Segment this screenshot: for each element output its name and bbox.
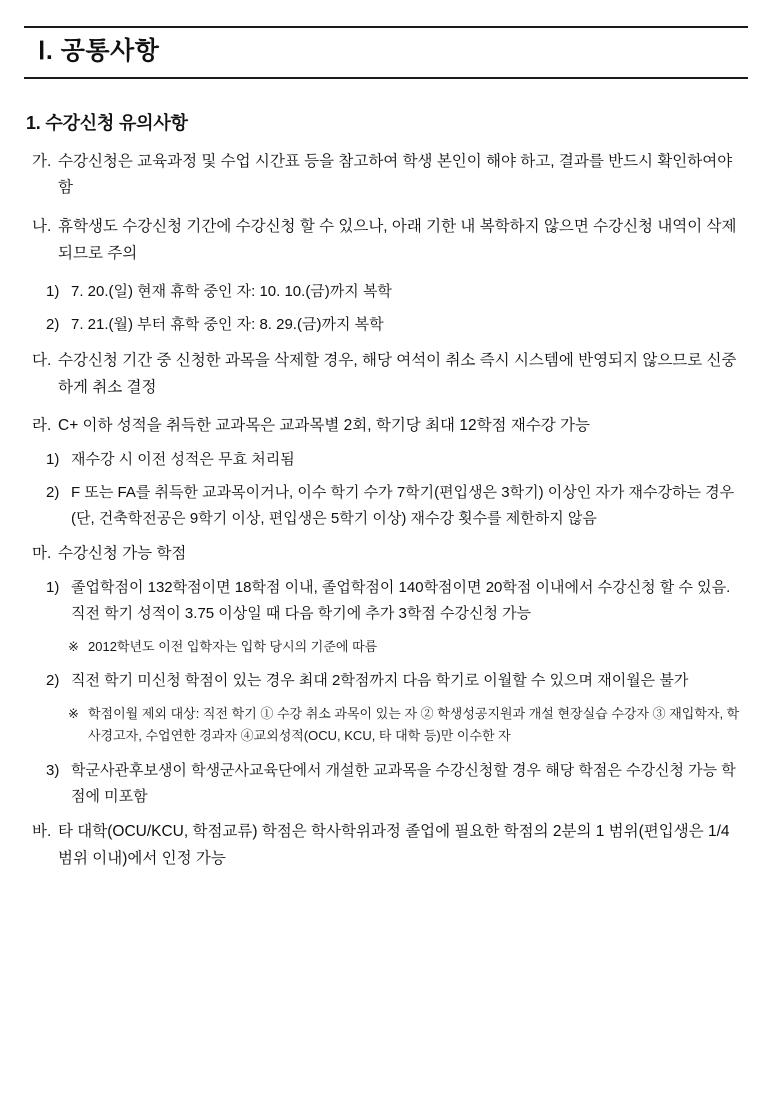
list-item-marker: 라. [32, 417, 52, 435]
list-item-marker: 2) [46, 672, 60, 690]
list-item [24, 819, 748, 872]
list-item-text: 7. 21.(월) 부터 휴학 중인 자: 8. 29.(금)까지 복학 [71, 316, 384, 334]
list-item [24, 312, 748, 338]
list-item-text: F 또는 FA를 취득한 교과목이거나, 이수 학기 수가 7학기(편입생은 3학기) 이상인 자가 재수강하는 경우(단, 건축학전공은 9학기 이상, 편입생은 5학기 이상) 재수강 횟수를 제한하지 않음 [71, 483, 735, 527]
list-item-text: 휴학생도 수강신청 기간에 수강신청 할 수 있으나, 아래 기한 내 복학하지 않으면 수강신청 내역이 삭제되므로 주의 [58, 218, 737, 262]
list-item [24, 279, 748, 305]
list-item-marker: 3) [46, 761, 60, 779]
list-item-text: 수강신청 기간 중 신청한 과목을 삭제할 경우, 해당 여석이 취소 즉시 시스템에 반영되지 않으므로 신중하게 취소 결정 [58, 351, 737, 396]
list-item-marker: 2) [46, 483, 60, 501]
list-item [24, 149, 748, 202]
section-banner-title: Ⅰ. 공통사항 [38, 37, 160, 65]
list-item-marker: 마. [32, 545, 52, 563]
list-item [24, 541, 748, 568]
list-item-marker: 바. [32, 823, 52, 841]
note-text: 학점이월 제외 대상: 직전 학기 ① 수강 취소 과목이 있는 자 ② 학생성공지원과 개설 현장실습 수강자 ③ 재입학자, 학사경고자, 수업연한 경과자 ④교외성적(OCU, KCU, 타 대학 등)만 이수한 자 [88, 706, 740, 744]
list-item [24, 480, 748, 532]
list-item-text: 직전 학기 미신청 학점이 있는 경우 최대 2학점까지 다음 학기로 이월할 수 있으며 재이월은 불가 [71, 672, 689, 690]
note-item [24, 636, 748, 658]
list-item-text: 7. 20.(일) 현재 휴학 중인 자: 10. 10.(금)까지 복학 [71, 283, 392, 301]
list-item-text: 졸업학점이 132학점이면 18학점 이내, 졸업학점이 140학점이면 20학점 이내에서 수강신청 할 수 있음. 직전 학기 성적이 3.75 이상일 때 다음 학기에 추가 3학점 수강신청 가능 [71, 578, 731, 622]
page-title: 1. 수강신청 유의사항 [26, 112, 188, 133]
list-item-marker: 1) [46, 578, 60, 596]
list-item [24, 413, 748, 440]
list-item-marker: 가. [32, 152, 52, 170]
list-item [24, 575, 748, 627]
list-item-text: 학군사관후보생이 학생군사교육단에서 개설한 교과목을 수강신청할 경우 해당 학점은 수강신청 가능 학점에 미포함 [71, 761, 736, 805]
list-item [24, 668, 748, 694]
list-item [24, 214, 748, 267]
note-marker: ※ [68, 706, 79, 722]
list-item-text: 재수강 시 이전 성적은 무효 처리됨 [71, 450, 295, 468]
list-item-marker: 다. [32, 351, 52, 369]
list-item [24, 447, 748, 473]
list-item [24, 348, 748, 401]
list-item-marker: 2) [46, 316, 60, 334]
list-item-marker: 1) [46, 283, 60, 301]
note-marker: ※ [68, 638, 79, 654]
list-item-text: 수강신청은 교육과정 및 수업 시간표 등을 참고하여 학생 본인이 해야 하고, 결과를 반드시 확인하여야 함 [58, 152, 733, 197]
list-item-text: 수강신청 가능 학점 [58, 545, 187, 563]
note-item [24, 703, 748, 747]
note-text: 2012학년도 이전 입학자는 입학 당시의 기준에 따름 [88, 638, 378, 654]
list-item [24, 758, 748, 810]
list-item-marker: 나. [32, 218, 52, 236]
list-item-text: 타 대학(OCU/KCU, 학점교류) 학점은 학사학위과정 졸업에 필요한 학점의 2분의 1 범위(편입생은 1/4 범위 이내)에서 인정 가능 [58, 823, 730, 868]
list-item-text: C+ 이하 성적을 취득한 교과목은 교과목별 2회, 학기당 최대 12학점 재수강 가능 [58, 417, 591, 435]
list-item-marker: 1) [46, 450, 60, 468]
section-banner [24, 26, 748, 79]
